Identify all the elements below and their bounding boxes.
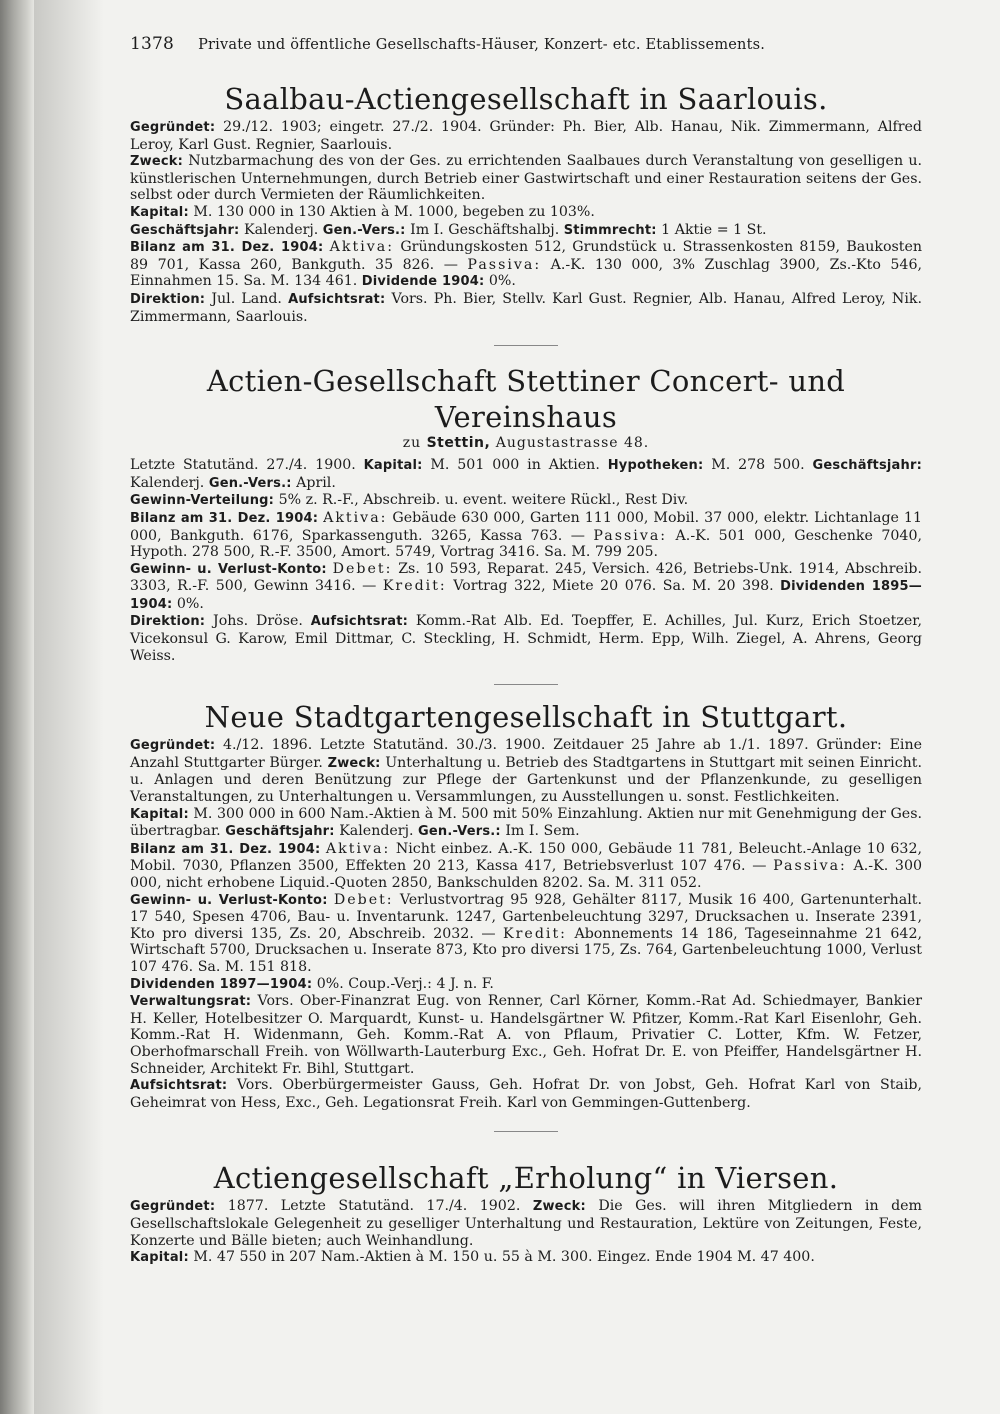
para-aufsichtsrat bbox=[130, 1077, 922, 1111]
value-gegruendet: 29./12. 1903; eingetr. 27./2. 1904. Gründer: Ph. Bier, Alb. Hanau, Nik. Zimmermann, Alfred Leroy, Karl Gust. Regnier, Saarlouis. bbox=[130, 119, 922, 153]
label-guv: Gewinn- u. Verlust-Konto: bbox=[130, 892, 328, 908]
word-kredit: Kredit: bbox=[503, 925, 567, 942]
entry-erholung-viersen bbox=[130, 1160, 922, 1266]
value-dividende: 0%. bbox=[484, 273, 516, 290]
label-geschaeftsjahr: Geschäftsjahr: bbox=[130, 222, 240, 238]
label-direktion: Direktion: bbox=[130, 291, 206, 307]
para-bilanz bbox=[130, 239, 922, 291]
subtitle-zu: zu bbox=[402, 435, 427, 452]
word-passiva: Passiva: bbox=[593, 527, 668, 544]
value-dividenden: 0%. bbox=[172, 595, 204, 612]
value-statut: Letzte Statutänd. 27./4. 1900. bbox=[130, 457, 356, 474]
book-binding-shadow bbox=[0, 0, 34, 1414]
value-aufsichtsrat: Vors. Oberbürgermeister Gauss, Geh. Hofrat Dr. von Jobst, Geh. Hofrat Karl von Staib, Geheimrat von Hess, Exc., Geh. Legationsrat Freih. Karl von Gemmingen-Guttenberg. bbox=[130, 1077, 922, 1111]
value-kapital: M. 300 000 in 600 Nam.-Aktien à M. 500 mit 50% Einzahlung. Aktien nur mit Genehmigung der Ges. übertragbar. bbox=[130, 805, 922, 840]
para-guv bbox=[130, 892, 922, 976]
value-stimmrecht: 1 Aktie = 1 St. bbox=[656, 221, 767, 238]
label-gewinnverteilung: Gewinn-Verteilung: bbox=[130, 493, 275, 509]
value-genvers: April. bbox=[291, 474, 336, 491]
word-passiva: Passiva: bbox=[467, 256, 542, 273]
value-aktiva: Nicht einbez. A.-K. 150 000, Gebäude 11 781, Beleucht.-Anlage 10 632, Mobil. 7030, Pflanzen 3500, Effekten 20 213, Kassa 417, Betriebsverlust 107 476. — bbox=[130, 840, 922, 875]
value-dividenden: 0%. Coup.-Verj.: 4 J. n. F. bbox=[312, 975, 494, 992]
section-divider bbox=[494, 684, 558, 685]
para-verwaltungsrat bbox=[130, 993, 922, 1077]
label-kapital: Kapital: bbox=[363, 458, 423, 474]
value-gegruendet: 4./12. 1896. Letzte Statutänd. 30./3. 1900. Zeitdauer 25 Jahre ab 1./1. 1897. Gründer: Eine Anzahl Stuttgarter Bürger. bbox=[130, 737, 922, 771]
para-gegruendet bbox=[130, 737, 922, 805]
section-divider bbox=[494, 1131, 558, 1132]
label-zweck: Zweck: bbox=[532, 1199, 586, 1215]
para-direktion bbox=[130, 291, 922, 325]
label-dividenden: Dividenden 1895—1904: bbox=[130, 579, 922, 612]
label-geschaeftsjahr: Geschäftsjahr: bbox=[225, 824, 335, 840]
para-direktion bbox=[130, 613, 922, 664]
label-gegruendet: Gegründet: bbox=[130, 120, 216, 135]
label-geschaeftsjahr: Geschäftsjahr: bbox=[812, 458, 922, 474]
entry-title: Saalbau-Actiengesellschaft in Saarlouis. bbox=[224, 82, 828, 116]
value-kredit: Vortrag 322, Miete 20 076. Sa. M. 20 398. bbox=[446, 578, 774, 595]
value-aktiva: Gebäude 630 000, Garten 111 000, Mobil. 37 000, elektr. Lichtanlage 11 000, Bankguth. 6176, Sparkassenguth. 3265, Kassa 763. — bbox=[130, 509, 922, 544]
value-geschaeftsjahr: Kalenderj. bbox=[334, 823, 414, 840]
page-number: 1378 bbox=[130, 34, 175, 54]
value-zweck: Nutzbarmachung des von der Ges. zu errichtenden Saalbaues durch Veranstaltung von geselligen u. künstlerischen Unternehmungen, durch Betrieb einer Gastwirtschaft und einer Restauration seitens der Ges. selbst oder durch Vermieten der Räumlichkeiten. bbox=[130, 153, 922, 204]
para-dividenden bbox=[130, 976, 922, 994]
para-bilanz bbox=[130, 510, 922, 561]
label-aufsichtsrat: Aufsichtsrat: bbox=[288, 291, 386, 307]
value-kredit: Abonnements 14 186, Tageseinnahme 21 642, Wirtschaft 5700, Drucksachen u. Inserate 873, Kto pro diversi 175, Zs. 764, Gartenbeleuchtung 1000, Verlust 107 476. Sa. M. 151 818. bbox=[130, 925, 922, 975]
value-genvers: Im I. Sem. bbox=[500, 823, 580, 840]
label-bilanz: Bilanz am 31. Dez. 1904: bbox=[130, 510, 319, 526]
word-debet: Debet: bbox=[332, 560, 393, 577]
value-hypotheken: M. 278 500. bbox=[703, 457, 805, 474]
label-hypotheken: Hypotheken: bbox=[607, 458, 704, 474]
running-title: Private und öffentliche Gesellschafts-Häuser, Konzert- etc. Etablissements. bbox=[198, 37, 766, 53]
entry-body bbox=[130, 737, 922, 1111]
value-aufsichtsrat: Komm.-Rat Alb. Ed. Toepffer, E. Achilles, Jul. Kurz, Erich Stoetzer, Vicekonsul G. Karow, Emil Dittmar, C. Steckling, H. Schmidt, Herm. Epp, Wilh. Ziegel, A. Ahrens, Georg Weiss. bbox=[130, 613, 922, 664]
value-verwaltungsrat: Vors. Ober-Finanzrat Eug. von Renner, Carl Körner, Komm.-Rat Ad. Schiedmayer, Bankier H. Keller, Hotelbesitzer O. Marquardt, Kunst- u. Handelsgärtner W. Pfitzer, Komm.-Rat Karl Eisenlohr, Geh. Komm.-Rat H. Widenmann, Geh. Komm.-Rat A. von Pflaum, Privatier C. Lotter, Kfm. W. Fetzer, Oberhofmarschall Freih. von Wöllwarth-Lauterburg Exc., Geh. Hofrat Dr. E. von Pfeiffer, Handelsgärtner H. Schneider, Architekt Fr. Bihl, Stuttgart. bbox=[130, 993, 922, 1077]
value-zweck: Die Ges. will ihren Mitgliedern in dem Gesellschaftslokale Gelegenheit zu geselliger Unterhaltung und Restauration, Lektüre von Zeitungen, Feste, Konzerte und Bälle bieten; auch Weinhandlung. bbox=[130, 1198, 922, 1249]
label-direktion: Direktion: bbox=[130, 614, 206, 630]
entry-stettin-concerthaus bbox=[130, 363, 922, 664]
label-bilanz: Bilanz am 31. Dez. 1904: bbox=[130, 240, 324, 256]
value-debet: Verlustvortrag 95 928, Gehälter 8117, Musik 16 400, Gartenunterhalt. 17 540, Spesen 4706, Bau- u. Inventarunk. 1247, Gartenbeleuchtung 3297, Drucksachen u. Inserate 2391, Kto pro diversi 135, Zs. 20, Abschreib. 2032. — bbox=[130, 891, 922, 942]
label-dividenden: Dividenden 1897—1904: bbox=[130, 976, 313, 992]
para-kapital bbox=[130, 1249, 922, 1267]
label-aufsichtsrat: Aufsichtsrat: bbox=[310, 614, 409, 630]
word-aktiva: Aktiva: bbox=[329, 239, 395, 256]
word-kredit: Kredit: bbox=[382, 578, 447, 595]
word-aktiva: Aktiva: bbox=[325, 840, 391, 857]
label-genvers: Gen.-Vers.: bbox=[208, 475, 292, 491]
para-geschaeftsjahr bbox=[130, 222, 922, 240]
value-passiva: A.-K. 300 000, nicht erhobene Liquid.-Quoten 2850, Bankschulden 8202. Sa. M. 311 052. bbox=[130, 858, 923, 891]
value-genvers: Im I. Geschäftshalbj. bbox=[405, 221, 560, 238]
running-head bbox=[130, 34, 922, 56]
entry-stadtgarten-stuttgart bbox=[130, 699, 922, 1111]
para-zweck bbox=[130, 153, 922, 204]
value-aktiva: Gründungskosten 512, Grundstück u. Strassenkosten 8159, Baukosten 89 701, Kassa 260, Bankguth. 35 826. — bbox=[130, 239, 922, 273]
page bbox=[130, 34, 922, 1267]
word-passiva: Passiva: bbox=[773, 858, 847, 875]
entry-title: Actien-Gesellschaft Stettiner Concert- und Vereinshaus bbox=[206, 364, 846, 435]
value-passiva: A.-K. 501 000, Geschenke 7040, Hypoth. 278 500, R.-F. 3500, Amort. 5749, Vortrag 3416. Sa. M. 799 205. bbox=[130, 527, 922, 561]
para-kapital bbox=[130, 204, 922, 222]
label-genvers: Gen.-Vers.: bbox=[322, 222, 406, 238]
subtitle-place: Stettin, bbox=[426, 435, 491, 452]
value-passiva: A.-K. 130 000, 3% Zuschlag 3900, Zs.-Kto 546, Einnahmen 15. Sa. M. 134 461. bbox=[130, 256, 922, 290]
label-bilanz: Bilanz am 31. Dez. 1904: bbox=[130, 841, 321, 857]
value-direktion: Jul. Land. bbox=[205, 290, 282, 307]
para-guv bbox=[130, 561, 922, 614]
label-genvers: Gen.-Vers.: bbox=[418, 824, 501, 840]
value-direktion: Johs. Dröse. bbox=[205, 613, 303, 630]
label-stimmrecht: Stimmrecht: bbox=[563, 222, 657, 238]
value-kapital: M. 130 000 in 130 Aktien à M. 1000, begeben zu 103%. bbox=[188, 203, 595, 220]
label-aufsichtsrat: Aufsichtsrat: bbox=[130, 1078, 228, 1094]
label-zweck: Zweck: bbox=[130, 154, 184, 170]
value-kapital: M. 501 000 in Aktien. bbox=[422, 457, 600, 474]
para-gegruendet bbox=[130, 1198, 922, 1249]
label-gegruendet: Gegründet: bbox=[130, 738, 216, 754]
label-verwaltungsrat: Verwaltungsrat: bbox=[130, 994, 252, 1010]
label-kapital: Kapital: bbox=[130, 1250, 189, 1266]
label-kapital: Kapital: bbox=[130, 204, 189, 220]
para-gewinnverteilung bbox=[130, 492, 922, 510]
para-statut bbox=[130, 457, 922, 492]
value-geschaeftsjahr: Kalenderj. bbox=[130, 474, 205, 491]
label-dividende: Dividende 1904: bbox=[361, 274, 485, 290]
entry-body bbox=[130, 457, 922, 664]
value-aufsichtsrat: Vors. Ph. Bier, Stellv. Karl Gust. Regnier, Alb. Hanau, Alfred Leroy, Nik. Zimmermann, Saarlouis. bbox=[130, 290, 922, 325]
subtitle-address: Augustastrasse 48. bbox=[490, 435, 650, 452]
label-kapital: Kapital: bbox=[130, 806, 189, 822]
label-zweck: Zweck: bbox=[327, 755, 381, 771]
value-gewinnverteilung: 5% z. R.-F., Abschreib. u. event. weitere Rückl., Rest Div. bbox=[274, 492, 689, 509]
label-guv: Gewinn- u. Verlust-Konto: bbox=[130, 561, 327, 577]
value-geschaeftsjahr: Kalenderj. bbox=[239, 221, 319, 238]
section-divider bbox=[494, 345, 558, 346]
para-kapital bbox=[130, 806, 922, 841]
value-kapital: M. 47 550 in 207 Nam.-Aktien à M. 150 u. 55 à M. 300. Eingez. Ende 1904 M. 47 400. bbox=[188, 1249, 815, 1266]
value-debet: Zs. 10 593, Reparat. 245, Versich. 426, Betriebs-Unk. 1914, Abschreib. 3303, R.-F. 500, Gewinn 3416. — bbox=[130, 560, 922, 595]
word-aktiva: Aktiva: bbox=[323, 509, 388, 526]
para-bilanz bbox=[130, 841, 922, 892]
entry-title: Actiengesellschaft „Erholung“ in Viersen. bbox=[213, 1161, 839, 1196]
entry-title: Neue Stadtgartengesellschaft in Stuttgart. bbox=[204, 700, 848, 735]
label-gegruendet: Gegründet: bbox=[130, 1199, 216, 1215]
value-gegruendet: 1877. Letzte Statutänd. 17./4. 1902. bbox=[215, 1198, 521, 1215]
word-debet: Debet: bbox=[333, 891, 394, 908]
entry-saalbau-saarlouis bbox=[130, 81, 922, 325]
entry-body bbox=[130, 1198, 922, 1266]
value-zweck: Unterhaltung u. Betrieb des Stadtgartens in Stuttgart mit seinen Einricht. u. Anlagen und deren Benützung zur Pflege der Gartenkunst und der Pflanzenkunde, zu geselligen Veranstaltungen, zu Unterhaltungen u. Versammlungen, zu Ausstellungen u. sonst. Festlichkeiten. bbox=[130, 754, 922, 806]
entry-subtitle bbox=[130, 435, 922, 451]
para-gegruendet bbox=[130, 119, 922, 153]
book-gutter-shadow bbox=[34, 0, 104, 1414]
entry-body bbox=[130, 119, 922, 325]
